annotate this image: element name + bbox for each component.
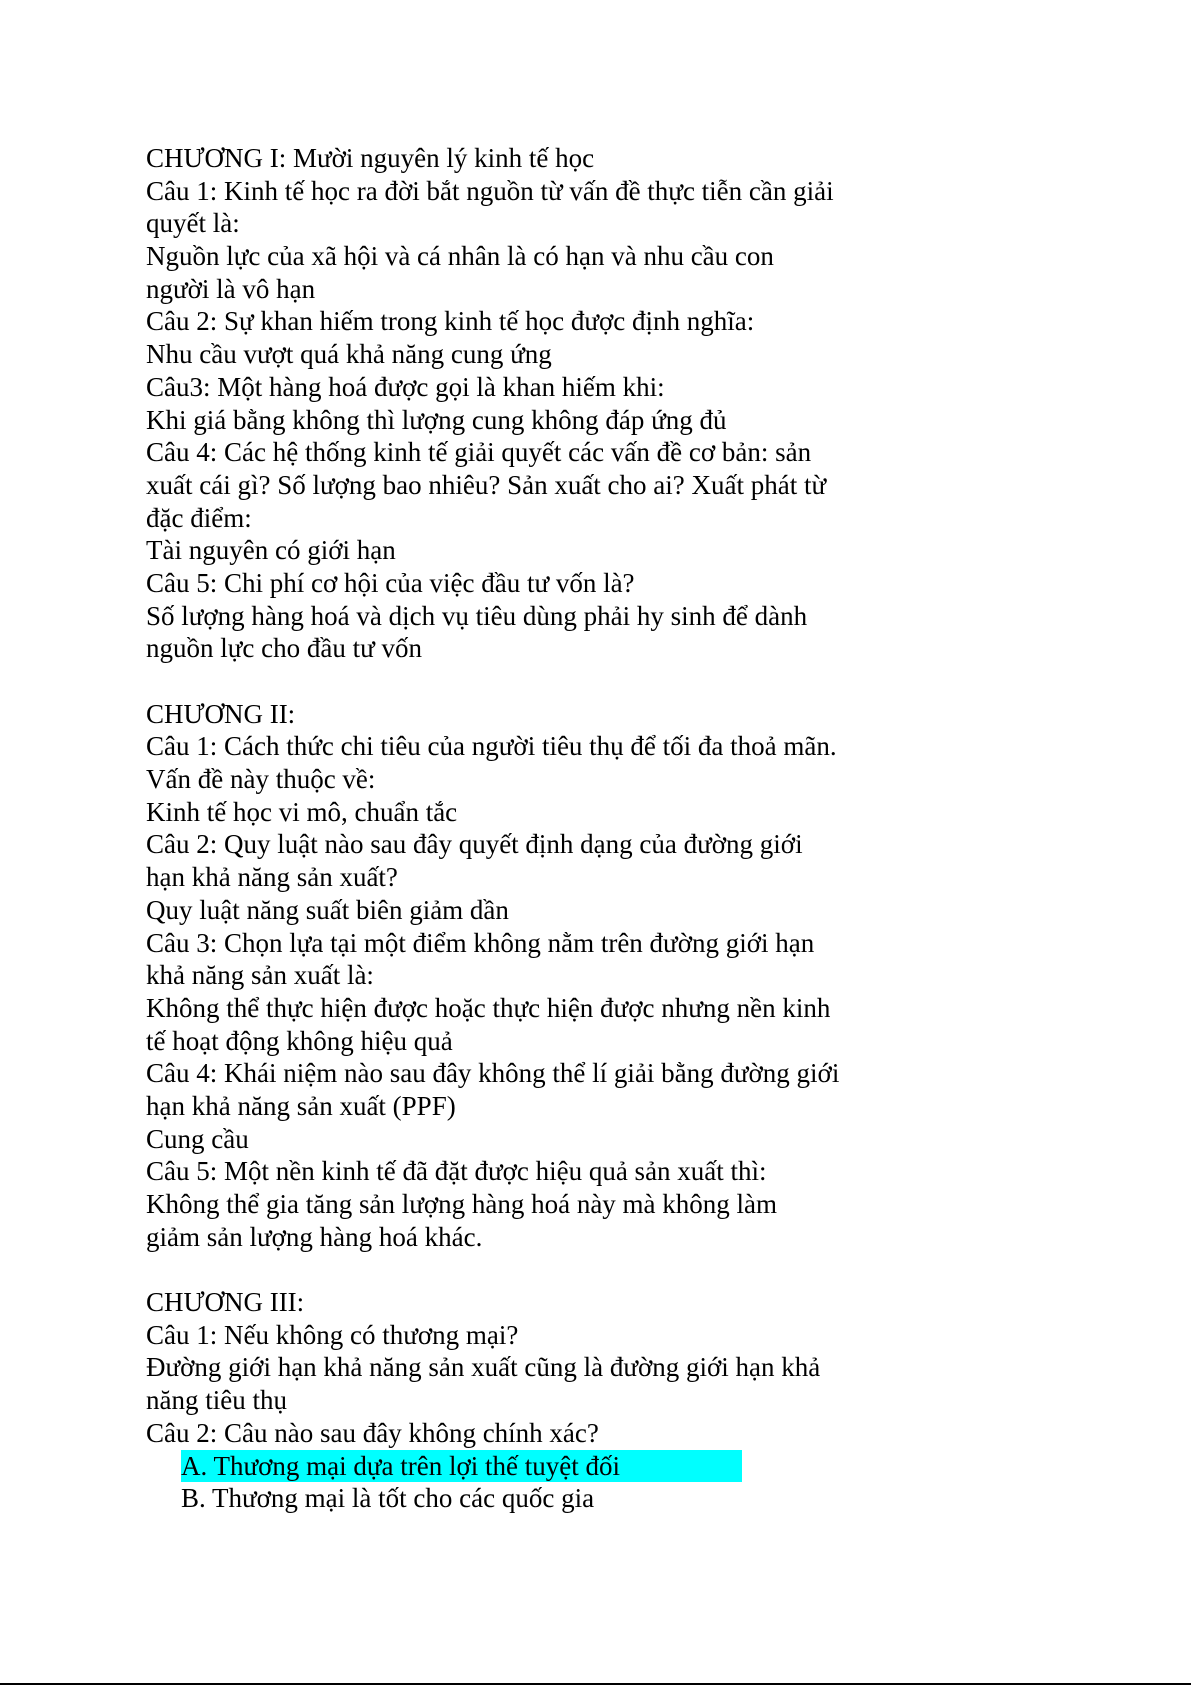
answer-line: Khi giá bằng không thì lượng cung không đáp ứng đủ bbox=[146, 404, 727, 435]
answer-line: giảm sản lượng hàng hoá khác. bbox=[146, 1221, 483, 1252]
answer-line: người là vô hạn bbox=[146, 273, 316, 304]
question-line: Câu 2: Sự khan hiếm trong kinh tế học được định nghĩa: bbox=[146, 306, 755, 337]
blank-line bbox=[146, 1253, 906, 1286]
answer-line: Số lượng hàng hoá và dịch vụ tiêu dùng phải hy sinh để dành bbox=[146, 600, 808, 631]
question-line: Câu 2: Câu nào sau đây không chính xác? bbox=[146, 1417, 599, 1448]
answer-line: Đường giới hạn khả năng sản xuất cũng là đường giới hạn khả bbox=[146, 1352, 821, 1383]
option-a bbox=[146, 1450, 906, 1483]
answer-line: Quy luật năng suất biên giảm dần bbox=[146, 894, 509, 925]
question-line: Câu 1: Cách thức chi tiêu của người tiêu thụ để tối đa thoả mãn. bbox=[146, 731, 837, 762]
answer-line: Không thể gia tăng sản lượng hàng hoá này mà không làm bbox=[146, 1189, 778, 1219]
highlighted-option-text: A. Thương mại dựa trên lợi thế tuyệt đối bbox=[181, 1450, 742, 1483]
chapter-3-heading: CHƯƠNG III: bbox=[146, 1287, 305, 1318]
question-line: Câu 5: Chi phí cơ hội của việc đầu tư vốn là? bbox=[146, 567, 635, 598]
question-line: Câu 4: Khái niệm nào sau đây không thể lí giải bằng đường giới bbox=[146, 1058, 840, 1089]
question-line: đặc điểm: bbox=[146, 502, 252, 533]
question-line: khả năng sản xuất là: bbox=[146, 960, 374, 991]
question-line: Câu 1: Nếu không có thương mại? bbox=[146, 1319, 519, 1350]
question-line: Vấn đề này thuộc về: bbox=[146, 764, 376, 795]
question-line: Câu3: Một hàng hoá được gọi là khan hiếm khi: bbox=[146, 371, 665, 402]
answer-line: Tài nguyên có giới hạn bbox=[146, 535, 396, 566]
answer-line: tế hoạt động không hiệu quả bbox=[146, 1025, 453, 1056]
question-line: Câu 5: Một nền kinh tế đã đặt được hiệu quả sản xuất thì: bbox=[146, 1156, 767, 1187]
question-line: Câu 4: Các hệ thống kinh tế giải quyết các vấn đề cơ bản: sản bbox=[146, 437, 812, 468]
question-line: quyết là: bbox=[146, 208, 240, 239]
question-line: Câu 1: Kinh tế học ra đời bắt nguồn từ vấn đề thực tiễn cần giải bbox=[146, 175, 834, 206]
question-line: hạn khả năng sản xuất? bbox=[146, 862, 398, 893]
blank-line bbox=[146, 665, 906, 698]
chapter-2-heading: CHƯƠNG II: bbox=[146, 698, 296, 729]
answer-line: Nhu cầu vượt quá khả năng cung ứng bbox=[146, 339, 552, 370]
answer-line: Nguồn lực của xã hội và cá nhân là có hạn và nhu cầu con bbox=[146, 241, 774, 272]
question-line: Câu 2: Quy luật nào sau đây quyết định dạng của đường giới bbox=[146, 829, 803, 860]
question-line: Câu 3: Chọn lựa tại một điểm không nằm trên đường giới hạn bbox=[146, 927, 815, 958]
document-body bbox=[146, 142, 906, 1515]
answer-line: năng tiêu thụ bbox=[146, 1385, 287, 1416]
answer-line: Kinh tế học vi mô, chuẩn tắc bbox=[146, 796, 458, 827]
answer-line: nguồn lực cho đầu tư vốn bbox=[146, 633, 422, 664]
question-line: hạn khả năng sản xuất (PPF) bbox=[146, 1090, 456, 1121]
answer-line: Cung cầu bbox=[146, 1123, 249, 1154]
chapter-1-heading: CHƯƠNG I: Mười nguyên lý kinh tế học bbox=[146, 143, 595, 173]
question-line: xuất cái gì? Số lượng bao nhiêu? Sản xuất cho ai? Xuất phát từ bbox=[146, 469, 827, 500]
option-b: B. Thương mại là tốt cho các quốc gia bbox=[181, 1483, 595, 1514]
answer-line: Không thể thực hiện được hoặc thực hiện được nhưng nền kinh bbox=[146, 992, 831, 1023]
